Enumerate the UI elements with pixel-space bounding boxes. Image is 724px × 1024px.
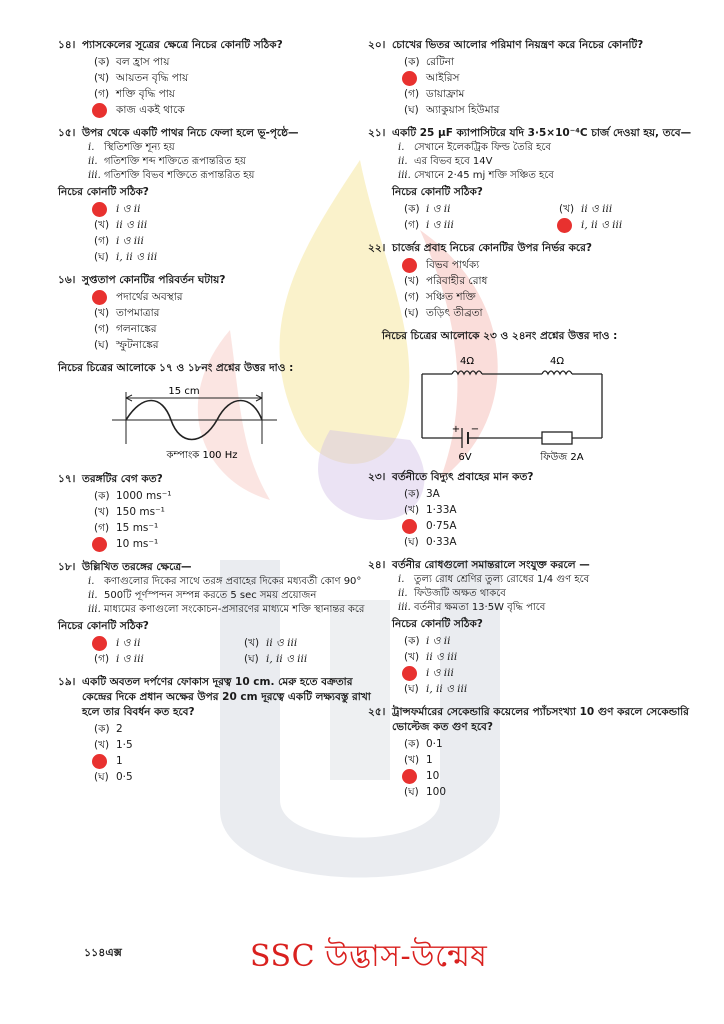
- option-ga[interactable]: (গ) i ও iii: [94, 653, 144, 665]
- question-number: ১৭।: [58, 473, 76, 485]
- option-ka[interactable]: (ক) 0·1: [404, 738, 443, 750]
- option-ka-marked[interactable]: বিভব পার্থক্য: [392, 257, 692, 273]
- option-gha[interactable]: (ঘ) i, ii ও iii: [404, 683, 468, 695]
- options: [392, 486, 692, 550]
- option-ga[interactable]: (গ) সঞ্চিত শক্তি: [404, 291, 476, 303]
- question-15: [58, 126, 372, 265]
- option-gha-marked[interactable]: i, ii ও iii: [547, 217, 692, 233]
- option-ga[interactable]: (গ) ডায়াফ্রাম: [404, 88, 465, 100]
- options: [392, 54, 692, 118]
- option-kha[interactable]: (খ) 1·33A: [404, 504, 457, 516]
- statement: iii. সেখানে 2·45 mj শক্তি সঞ্চিত হবে: [398, 170, 554, 181]
- option-kha[interactable]: (খ) তাপমাত্রার: [94, 307, 160, 319]
- question-number: ১৯।: [58, 676, 76, 688]
- resistor-2-label: 4Ω: [549, 356, 565, 367]
- option-ka[interactable]: (ক) বল হ্রাস পায়: [94, 56, 170, 68]
- question-number: ২১।: [368, 127, 386, 139]
- question-text: চার্জের প্রবাহ নিচের কোনটির উপর নির্ভর করে?: [392, 242, 593, 254]
- option-ka-marked[interactable]: i ও ii: [82, 635, 222, 651]
- statement: i. তুল্য রোধ শ্রেণির তুল্য রোধের 1/4 গুণ হবে: [398, 574, 590, 585]
- sub-question: নিচের কোনটি সঠিক?: [392, 618, 483, 630]
- statement: i. কণাগুলোর দিকের সাথে তরঙ্গ প্রবাহের দিকের মধ্যবর্তী কোণ 90°: [88, 576, 362, 587]
- sub-question: নিচের কোনটি সঠিক?: [58, 620, 149, 632]
- question-23: [368, 470, 692, 550]
- question-number: ২৩।: [368, 471, 386, 483]
- statement: ii. গতিশক্তি শব্দ শক্তিতে রূপান্তরিত হয়: [88, 156, 246, 167]
- question-24: [368, 558, 692, 697]
- question-18: [58, 560, 372, 667]
- option-kha-marked[interactable]: আইরিস: [392, 70, 692, 86]
- question-number: ২০।: [368, 39, 386, 51]
- statement: iii. মাধ্যমের কণাগুলো সংকোচন-প্রসারণের মাধ্যমে শক্তি স্থানান্তর করে: [88, 604, 365, 615]
- question-number: ২৪।: [368, 559, 386, 571]
- statement: i. স্থিতিশক্তি শূন্য হয়: [88, 142, 175, 153]
- option-ga[interactable]: (গ) গলনাঙ্কের: [94, 323, 157, 335]
- question-text: একটি অবতল দর্পণের ফোকাস দূরত্ব 10 cm. মেরু হতে বক্রতার কেন্দ্রের দিকে প্রধান অক্ষের উপর 20 cm দূরত্বে একটি লক্ষ্যবস্তু রাখা হলে তার বিবর্ধন কত হবে?: [82, 676, 371, 718]
- question-16: [58, 273, 372, 353]
- option-kha[interactable]: (খ) 1: [404, 754, 433, 766]
- options: [82, 721, 372, 785]
- left-column: [58, 38, 372, 793]
- wave-frequency-label: কম্পাংক 100 Hz: [166, 450, 238, 461]
- statement: i. সেখানে ইলেকট্রিক ফিল্ড তৈরি হবে: [398, 142, 551, 153]
- battery-minus-label: −: [470, 424, 480, 435]
- option-ga-marked[interactable]: 1: [82, 753, 372, 769]
- question-number: ১৬।: [58, 274, 76, 286]
- statement: ii. 500টি পূর্ণস্পন্দন সম্পন্ন করতে 5 sec সময় প্রয়োজন: [88, 590, 317, 601]
- option-ka[interactable]: (ক) 3A: [404, 488, 440, 500]
- option-ka[interactable]: (ক) i ও ii: [404, 203, 451, 215]
- statement: iii. বর্তনীর ক্ষমতা 13·5W বৃদ্ধি পাবে: [398, 602, 546, 613]
- question-20: [368, 38, 692, 118]
- option-gha[interactable]: (ঘ) i, ii ও iii: [244, 653, 308, 665]
- question-text: প্যাসকেলের সূত্রের ক্ষেত্রে নিচের কোনটি সঠিক?: [82, 39, 283, 51]
- option-gha-marked[interactable]: 10 ms⁻¹: [82, 536, 372, 552]
- option-ka[interactable]: (ক) রেটিনা: [404, 56, 455, 68]
- option-kha[interactable]: (খ) পরিবাহীর রোধ: [404, 275, 488, 287]
- option-ka[interactable]: (ক) i ও ii: [404, 635, 451, 647]
- question-text: উল্লিখিত তরঙ্গের ক্ষেত্রে—: [82, 561, 192, 573]
- instruction-23-24: নিচের চিত্রের আলোকে ২৩ ও ২৪নং প্রশ্নের উত্তর দাও :: [382, 330, 618, 342]
- question-22: [368, 241, 692, 321]
- option-ga[interactable]: (গ) i ও iii: [404, 219, 454, 231]
- option-gha[interactable]: (ঘ) স্ফুটনাঙ্কের: [94, 339, 159, 351]
- question-text: উপর থেকে একটি পাথর নিচে ফেলা হলে ভূ-পৃষ্ঠে—: [82, 127, 299, 139]
- option-ga-marked[interactable]: 0·75A: [392, 518, 692, 534]
- option-ka[interactable]: (ক) 1000 ms⁻¹: [94, 490, 172, 502]
- option-kha[interactable]: (খ) ii ও iii: [404, 651, 458, 663]
- page-number: ১১৪এক্স: [84, 946, 122, 959]
- question-text: বর্তনীর রোধগুলো সমান্তরালে সংযুক্ত করলে —: [392, 559, 590, 571]
- wave-figure: [82, 384, 372, 462]
- option-gha[interactable]: (ঘ) i, ii ও iii: [94, 251, 158, 263]
- option-kha[interactable]: (খ) ii ও iii: [94, 219, 148, 231]
- question-number: ১৪।: [58, 39, 76, 51]
- question-text: চোখের ভিতর আলোর পরিমাণ নিয়ন্ত্রণ করে নিচের কোনটি?: [392, 39, 644, 51]
- option-kha[interactable]: (খ) 150 ms⁻¹: [94, 506, 165, 518]
- options: [392, 633, 692, 697]
- question-14: [58, 38, 372, 118]
- question-text: একটি 25 μF ক্যাপাসিটরে যদি 3·5×10⁻⁴C চার্জ দেওয়া হয়, তবে—: [392, 127, 692, 139]
- option-kha[interactable]: (খ) 1·5: [94, 739, 133, 751]
- option-kha[interactable]: (খ) ii ও iii: [559, 203, 613, 215]
- circuit-figure: [392, 352, 692, 462]
- option-ga[interactable]: (গ) i ও iii: [94, 235, 144, 247]
- options: [82, 289, 372, 353]
- question-17: [58, 472, 372, 552]
- option-kha[interactable]: (খ) ii ও iii: [244, 637, 298, 649]
- question-number: ১৫।: [58, 127, 76, 139]
- sub-question: নিচের কোনটি সঠিক?: [58, 186, 149, 198]
- book-title: SSC উদ্ভাস-উন্মেষ: [250, 939, 488, 974]
- options: [392, 736, 692, 800]
- battery-plus-label: +: [451, 424, 461, 435]
- option-gha[interactable]: (ঘ) 0·5: [94, 771, 133, 783]
- option-gha[interactable]: (ঘ) 0·33A: [404, 536, 457, 548]
- battery-label: 6V: [458, 452, 472, 462]
- options: [392, 201, 692, 233]
- question-number: ২২।: [368, 242, 386, 254]
- option-ga[interactable]: (গ) শক্তি বৃদ্ধি পায়: [94, 88, 175, 100]
- wave-diagram: [102, 384, 362, 462]
- question-number: ২৫।: [368, 706, 386, 718]
- option-gha[interactable]: (ঘ) 100: [404, 786, 447, 798]
- question-25: [368, 705, 692, 800]
- instruction-17-18: নিচের চিত্রের আলোকে ১৭ ও ১৮নং প্রশ্নের উত্তর দাও :: [58, 362, 294, 374]
- option-ka-marked[interactable]: পদার্থের অবস্থার: [82, 289, 372, 305]
- options: [82, 488, 372, 552]
- right-column: [368, 38, 692, 808]
- question-number: ১৮।: [58, 561, 76, 573]
- sub-question: নিচের কোনটি সঠিক?: [392, 186, 483, 198]
- option-gha[interactable]: (ঘ) অ্যাকুয়াস হিউমার: [404, 104, 500, 116]
- fuse-label: ফিউজ 2A: [540, 452, 584, 462]
- options: [82, 635, 372, 667]
- statement: iii. গতিশক্তি বিভব শক্তিতে রূপান্তরিত হয়: [88, 170, 255, 181]
- question-text: সুপ্ততাপ কোনটির পরিবর্তন ঘটায়?: [82, 274, 226, 286]
- option-ka[interactable]: (ক) 2: [94, 723, 123, 735]
- option-ga[interactable]: (গ) 15 ms⁻¹: [94, 522, 159, 534]
- statement: ii. এর বিভব হবে 14V: [398, 156, 493, 167]
- statement: ii. ফিউজটি অক্ষত থাকবে: [398, 588, 506, 599]
- option-ka-marked[interactable]: i ও ii: [82, 201, 372, 217]
- resistor-1-label: 4Ω: [459, 356, 475, 367]
- options: [82, 201, 372, 265]
- option-ga-marked[interactable]: i ও iii: [392, 665, 692, 681]
- question-text: ট্রান্সফর্মারের সেকেন্ডারি কয়েলের প্যাঁচসংখ্যা 10 গুণ করলে সেকেন্ডারি ভোল্টেজ কত গুণ হবে?: [392, 706, 689, 733]
- question-19: [58, 675, 372, 785]
- option-kha[interactable]: (খ) আয়তন বৃদ্ধি পায়: [94, 72, 189, 84]
- question-21: [368, 126, 692, 233]
- option-gha-marked[interactable]: কাজ একই থাকে: [82, 102, 372, 118]
- options: [82, 54, 372, 118]
- option-ga-marked[interactable]: 10: [392, 768, 692, 784]
- circuit-diagram: [412, 352, 612, 462]
- question-text: বর্তনীতে বিদ্যুৎ প্রবাহের মান কত?: [392, 471, 534, 483]
- wave-length-label: 15 cm: [168, 386, 200, 397]
- question-text: তরঙ্গটির বেগ কত?: [82, 473, 163, 485]
- option-gha[interactable]: (ঘ) তড়িৎ তীব্রতা: [404, 307, 483, 319]
- options: [392, 257, 692, 321]
